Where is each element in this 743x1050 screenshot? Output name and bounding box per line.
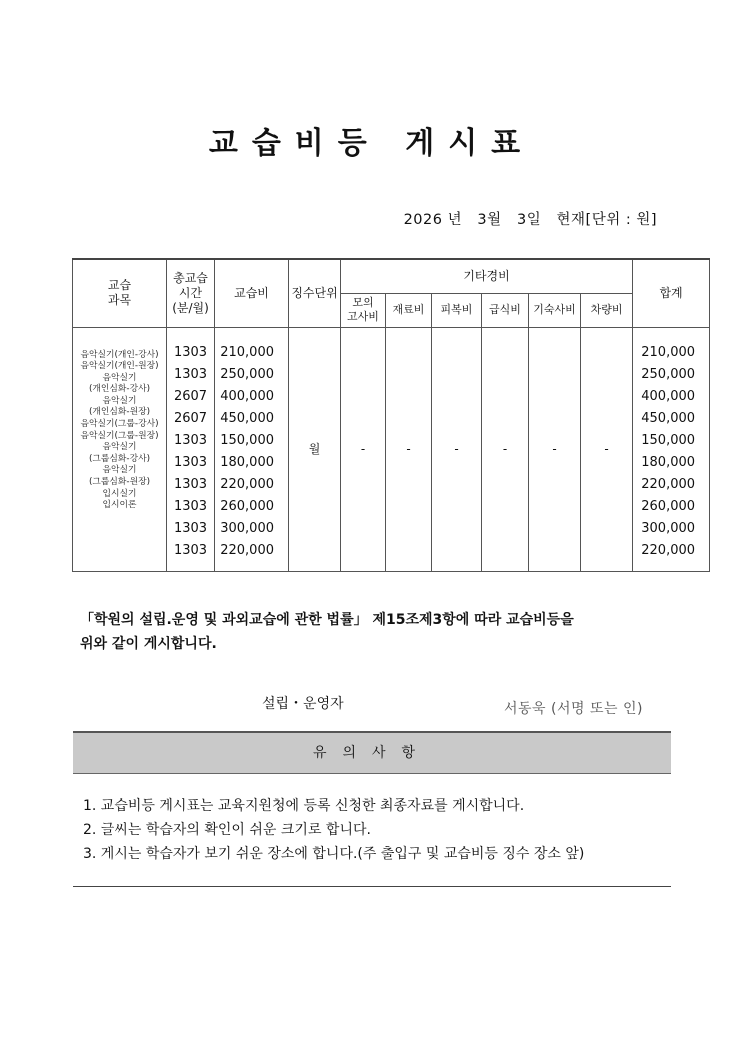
operator-signature: 서동욱 (서명 또는 인) — [504, 701, 643, 717]
header-meals: 급식비 — [482, 293, 529, 327]
subject-line: 음악실기(개인-원장) — [80, 361, 159, 372]
fee-value: 220,000 — [220, 476, 274, 492]
fee-value: 400,000 — [220, 388, 274, 404]
time-value: 2607 — [173, 410, 208, 426]
subject-line: 음악실기 — [102, 465, 137, 476]
time-value: 1303 — [173, 476, 208, 492]
fee-value: 450,000 — [220, 410, 274, 426]
time-value: 1303 — [173, 542, 208, 558]
notes-heading: 유의사항 — [73, 731, 671, 774]
subject-cell — [73, 327, 167, 571]
header-mock-exam: 모의 고사비 — [341, 293, 386, 327]
header-dorm: 기숙사비 — [529, 293, 581, 327]
subject-line: 음악실기(그룹-강사) — [80, 419, 159, 430]
bottom-divider — [73, 886, 671, 887]
time-value: 1303 — [173, 520, 208, 536]
total-value: 400,000 — [641, 388, 696, 404]
header-other-costs: 기타경비 — [341, 259, 633, 293]
time-value: 1303 — [173, 432, 208, 448]
header-fee: 교습비 — [215, 259, 289, 327]
subject-line: 음악실기(개인-강사) — [80, 349, 159, 360]
vehicle-cost: - — [581, 327, 633, 571]
total-value: 220,000 — [641, 542, 696, 558]
header-subject: 교습 과목 — [73, 259, 167, 327]
header-unit: 징수단위 — [289, 259, 341, 327]
header-total: 합계 — [633, 259, 710, 327]
fee-cell — [215, 327, 289, 571]
time-value: 1303 — [173, 454, 208, 470]
total-value: 450,000 — [641, 410, 696, 426]
total-value: 260,000 — [641, 498, 696, 514]
header-vehicle: 차량비 — [581, 293, 633, 327]
operator-label: 설립・운영자 — [262, 696, 344, 712]
subject-line: 음악실기(그룹-원장) — [80, 430, 159, 441]
total-value: 300,000 — [641, 520, 696, 536]
fee-value: 210,000 — [220, 344, 274, 360]
fee-value: 150,000 — [220, 432, 274, 448]
total-value: 210,000 — [641, 344, 696, 360]
note-item: 1. 교습비등 게시표는 교육지원청에 등록 신청한 최종자료를 게시합니다. — [83, 798, 525, 814]
subject-line: (개인심화-원장) — [88, 407, 151, 418]
total-value: 250,000 — [641, 366, 696, 382]
fee-value: 220,000 — [220, 542, 274, 558]
subject-line: 음악실기 — [102, 442, 137, 453]
time-value: 1303 — [173, 366, 208, 382]
mock-exam-cost: - — [341, 327, 386, 571]
fee-table — [72, 258, 710, 572]
legal-statement: 「학원의 설립.운영 및 과외교습에 관한 법률」 제15조제3항에 따라 교습비등을 위와 같이 게시합니다. — [80, 612, 574, 652]
fee-value: 260,000 — [220, 498, 274, 514]
clothing-cost: - — [432, 327, 482, 571]
header-total-time: 총교습 시간 (분/월) — [167, 259, 215, 327]
fee-value: 180,000 — [220, 454, 274, 470]
total-value: 180,000 — [641, 454, 696, 470]
subject-line: 입시실기 — [102, 488, 137, 499]
time-value: 1303 — [173, 498, 208, 514]
total-value: 220,000 — [641, 476, 696, 492]
date-unit-line: 2026 년 3월 3일 현재[단위 : 원] — [403, 212, 657, 228]
page-title: 교습비등 게시표 — [208, 126, 535, 161]
subject-line: 입시이론 — [102, 500, 137, 511]
dorm-cost: - — [529, 327, 581, 571]
header-clothing: 피복비 — [432, 293, 482, 327]
subject-line: (그룹심화-원장) — [88, 477, 151, 488]
notes-list — [83, 794, 584, 866]
note-item: 3. 게시는 학습자가 보기 쉬운 장소에 합니다.(주 출입구 및 교습비등 징수 장소 앞) — [83, 846, 585, 862]
note-item: 2. 글씨는 학습자의 확인이 쉬운 크기로 합니다. — [83, 822, 371, 838]
meals-cost: - — [482, 327, 529, 571]
fee-value: 300,000 — [220, 520, 274, 536]
subject-line: 음악실기 — [102, 372, 137, 383]
header-materials: 재료비 — [386, 293, 432, 327]
total-value: 150,000 — [641, 432, 696, 448]
time-value: 2607 — [173, 388, 208, 404]
subject-line: (그룹심화-강사) — [88, 453, 151, 464]
unit-cell: 월 — [289, 327, 341, 571]
total-cell — [633, 327, 710, 571]
fee-value: 250,000 — [220, 366, 274, 382]
subject-line: (개인심화-강사) — [88, 384, 151, 395]
subject-line: 음악실기 — [102, 395, 137, 406]
materials-cost: - — [386, 327, 432, 571]
time-value: 1303 — [173, 344, 208, 360]
total-time-cell — [167, 327, 215, 571]
